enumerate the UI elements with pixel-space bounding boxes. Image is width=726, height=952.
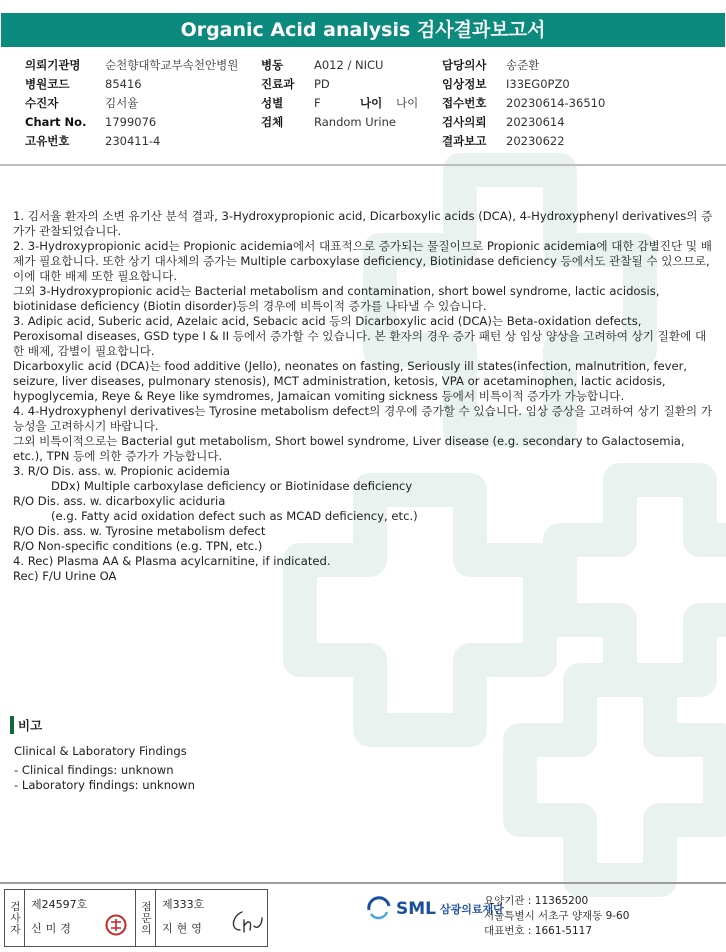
patient-value: 김서율: [105, 96, 139, 110]
department-label: 진료과: [261, 77, 295, 91]
signature-icon: [228, 908, 264, 936]
finding-4a: 4. 4-Hydroxyphenyl derivatives는 Tyrosine metabolism defect의 경우에 증가할 수 있습니다. 임상 증상을 고려하여 상기 질환의 가능성을 고려하시기 바랍니다.: [13, 404, 713, 433]
org-phone: 대표번호 : 1661-5117: [484, 925, 593, 937]
info-row-2: [0, 76, 726, 93]
request-date-label: 검사의뢰: [442, 115, 487, 129]
remarks-bar-icon: [10, 716, 14, 734]
sml-logo-subtitle: 삼광의료재단: [440, 903, 504, 916]
remarks-section: [10, 716, 710, 793]
examiner-name: 신미경: [31, 922, 75, 935]
specialist-cell: [156, 890, 267, 946]
impression-3: R/O Dis. ass. w. Tyrosine metabolism defect: [13, 524, 266, 538]
unique-no-value: 230411-4: [105, 134, 161, 148]
info-row-3: [0, 95, 726, 112]
sml-logo-text: SML: [396, 899, 436, 919]
receipt-no-label: 접수번호: [442, 96, 487, 110]
recommendation-1: 4. Rec) Plasma AA & Plasma acylcarnitine, if indicated.: [13, 554, 331, 568]
impression-2: R/O Dis. ass. w. dicarboxylic aciduria: [13, 494, 226, 508]
organization-info: [484, 894, 629, 939]
sml-logo-icon: [366, 896, 392, 922]
finding-4b: 그외 비특이적으로는 Bacterial gut metabolism, Short bowel syndrome, Liver disease (e.g. secondary to Galactosemia, etc.), TPN 등에 의한 증가가 가능합니다.: [13, 434, 685, 463]
signature-box: [4, 889, 268, 947]
hospital-code-label: 병원코드: [25, 77, 70, 91]
department-value: PD: [314, 77, 330, 91]
report-date-value: 20230622: [506, 134, 565, 148]
sex-label: 성별: [261, 96, 284, 110]
seal-stamp-icon: [105, 914, 127, 936]
impression-ddx: DDx) Multiple carboxylase deficiency or Biotinidase deficiency: [51, 479, 413, 493]
finding-1: 1. 김서율 환자의 소변 유기산 분석 결과, 3-Hydroxypropionic acid, Dicarboxylic acids (DCA), 4-Hydroxyphenyl derivatives의 증가가 관찰되었습니다.: [13, 209, 713, 238]
specialist-license: 제333호: [162, 898, 205, 911]
clinical-info-value: I33EG0PZ0: [506, 77, 570, 91]
request-date-value: 20230614: [506, 115, 565, 129]
finding-3a: 3. Adipic acid, Suberic acid, Azelaic acid, Sebacic acid 등의 Dicarboxylic acid (DCA)는 Beta-oxidation defects, Peroxisomal diseases, GSD type I & II 등에서 증가할 수 있습니다. 본 환자의 경우 증가 패턴 상 임상 양상을 고려하여 상기 질환에 대한 배제, 감별이 필요합니다.: [13, 314, 707, 358]
specialist-side-label: 점문의: [136, 890, 156, 946]
remarks-heading: [10, 716, 710, 734]
examiner-side-label: 검사자: [5, 890, 25, 946]
impression-1: 3. R/O Dis. ass. w. Propionic acidemia: [13, 464, 230, 478]
finding-2b: 그외 3-Hydroxypropionic acid는 Bacterial metabolism and contamination, short bowel syndrome, lactic acidosis, biotinidase deficiency (Biotin disorder)등의 경우에 비특이적 증가를 나타낼 수 있습니다.: [13, 284, 660, 313]
remarks-line-3: - Laboratory findings: unknown: [14, 778, 195, 792]
clinical-info-label: 임상정보: [442, 77, 487, 91]
institution-value: 순천향대학교부속천안병원: [105, 58, 239, 72]
org-address: 서울특별시 서초구 양재동 9-60: [484, 910, 630, 922]
recommendation-2: Rec) F/U Urine OA: [13, 569, 117, 583]
remarks-line-2: - Clinical findings: unknown: [14, 763, 174, 777]
sex-value: F: [314, 96, 321, 110]
doctor-label: 담당의사: [442, 58, 487, 72]
examiner-cell: [25, 890, 136, 946]
unique-no-label: 고유번호: [25, 134, 70, 148]
finding-3b: Dicarboxylic acid (DCA)는 food additive (Jello), neonates on fasting, Seriously ill states(infection, malnutrition, fever, seizure, liver diseases, pulmonary stenosis), MCT administration, ketosis, VPA or acetaminophen, lactic acidosis, hypoglycemia, Reye & Reye like symdromes, Jamaican vomiting sickness 등에서 비특이적 증가가 가능합니다.: [13, 359, 688, 403]
specimen-value: Random Urine: [314, 115, 396, 129]
institution-label: 의뢰기관명: [25, 58, 81, 72]
report-title: Organic Acid analysis 검사결과보고서: [1, 13, 725, 47]
impression-4: R/O Non-specific conditions (e.g. TPN, etc.): [13, 539, 263, 553]
info-row-4: [0, 114, 726, 131]
patient-label: 수진자: [25, 96, 59, 110]
remarks-title: 비고: [18, 717, 43, 733]
chart-no-label: Chart No.: [25, 115, 87, 129]
specialist-name: 지현영: [162, 922, 206, 935]
specimen-label: 검체: [261, 115, 284, 129]
header-divider: [0, 164, 726, 166]
info-row-5: [0, 133, 726, 150]
ward-value: A012 / NICU: [314, 58, 384, 72]
age-label: 나이: [360, 96, 383, 110]
org-code: 요양기관 : 11365200: [484, 895, 589, 907]
doctor-value: 송준환: [506, 58, 540, 72]
footer-divider: [0, 882, 726, 884]
finding-2a: 2. 3-Hydroxypropionic acid는 Propionic acidemia에서 대표적으로 증가되는 물질이므로 Propionic acidemia에 대한 감별진단 및 배제가 필요합니다. 또한 상기 대사체의 증가는 Multiple carboxylase deficiency, Biotinidase deficiency 등에서도 관찰될 수 있으므로, 이에 대한 배제 또한 필요합니다.: [13, 239, 712, 283]
age-value: 나이: [396, 96, 419, 110]
chart-no-value: 1799076: [105, 115, 157, 129]
receipt-no-value: 20230614-36510: [506, 96, 606, 110]
ward-label: 병동: [261, 58, 284, 72]
info-row-1: [0, 57, 726, 74]
examiner-license: 제24597호: [31, 898, 88, 911]
report-date-label: 결과보고: [442, 134, 487, 148]
remarks-line-1: Clinical & Laboratory Findings: [14, 744, 187, 758]
report-body: [13, 209, 713, 584]
impression-example: (e.g. Fatty acid oxidation defect such as MCAD deficiency, etc.): [51, 509, 418, 523]
hospital-code-value: 85416: [105, 77, 142, 91]
